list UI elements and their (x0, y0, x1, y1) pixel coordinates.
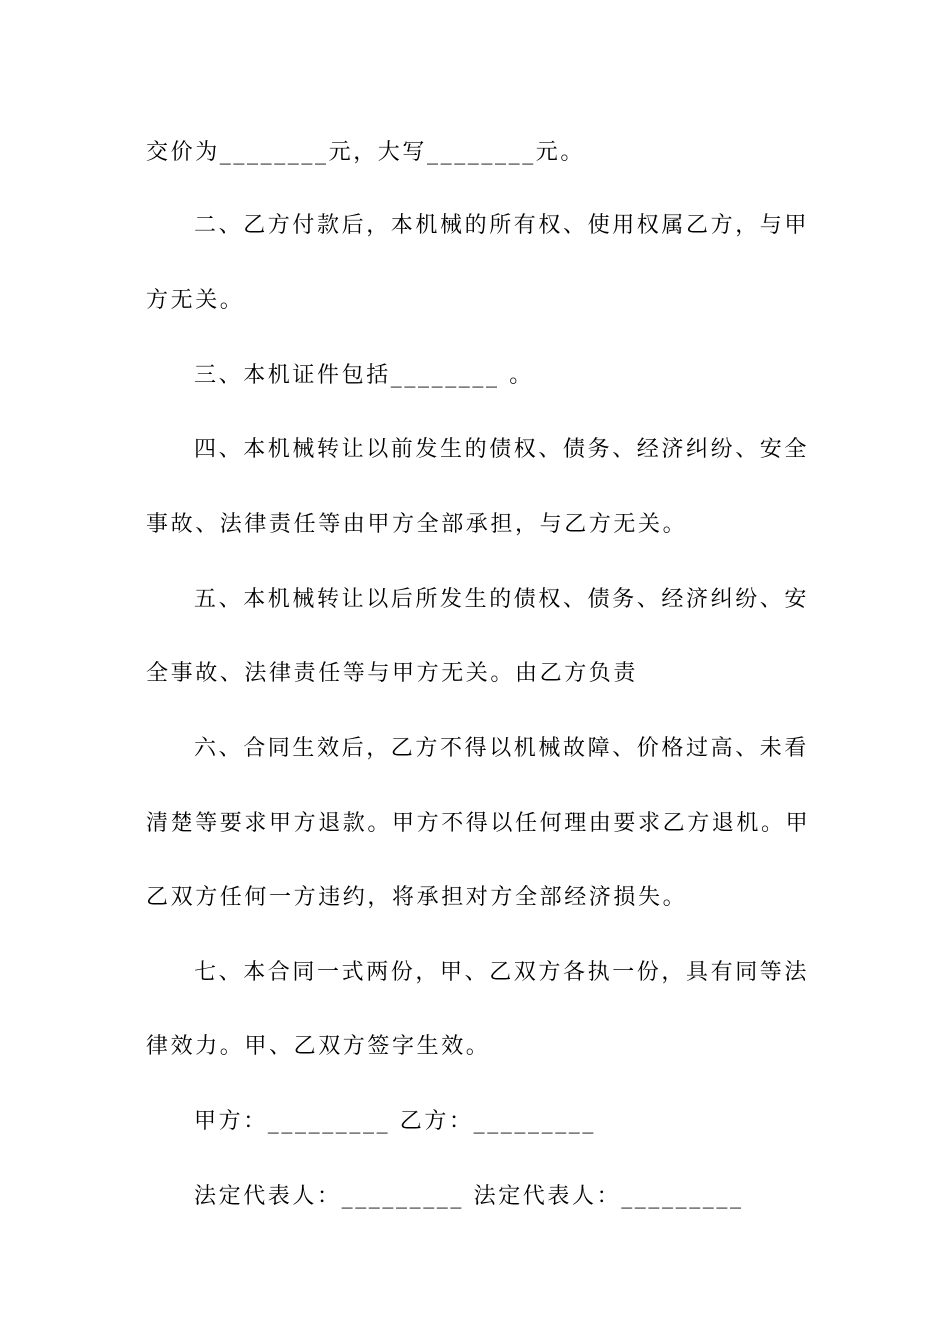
text-line-12: 七、本合同一式两份，甲、乙双方各执一份，具有同等法 (194, 960, 810, 985)
text-line-9: 六、合同生效后，乙方不得以机械故障、价格过高、未看 (194, 736, 810, 761)
text-line-2: 二、乙方付款后，本机械的所有权、使用权属乙方，与甲 (194, 213, 810, 238)
text-line-13: 律效力。甲、乙双方签字生效。 (146, 1034, 491, 1059)
text-line-5: 四、本机械转让以前发生的债权、债务、经济纠纷、安全 (194, 437, 810, 462)
text-line-8: 全事故、法律责任等与甲方无关。由乙方负责 (146, 661, 639, 686)
text-line-11: 乙双方任何一方违约，将承担对方全部经济损失。 (146, 885, 688, 910)
text-line-10: 清楚等要求甲方退款。甲方不得以任何理由要求乙方退机。甲 (146, 811, 811, 836)
text-line-6: 事故、法律责任等由甲方全部承担，与乙方无关。 (146, 512, 688, 537)
text-line-1: 交价为________元，大写________元。 (146, 140, 586, 165)
text-line-7: 五、本机械转让以后所发生的债权、债务、经济纠纷、安 (194, 587, 810, 612)
signature-line-representatives: 法定代表人：_________ 法定代表人：_________ (194, 1184, 744, 1209)
text-line-4: 三、本机证件包括________ 。 (194, 363, 534, 388)
signature-line-parties: 甲方：_________ 乙方：_________ (194, 1109, 596, 1134)
text-line-3: 方无关。 (146, 288, 245, 313)
